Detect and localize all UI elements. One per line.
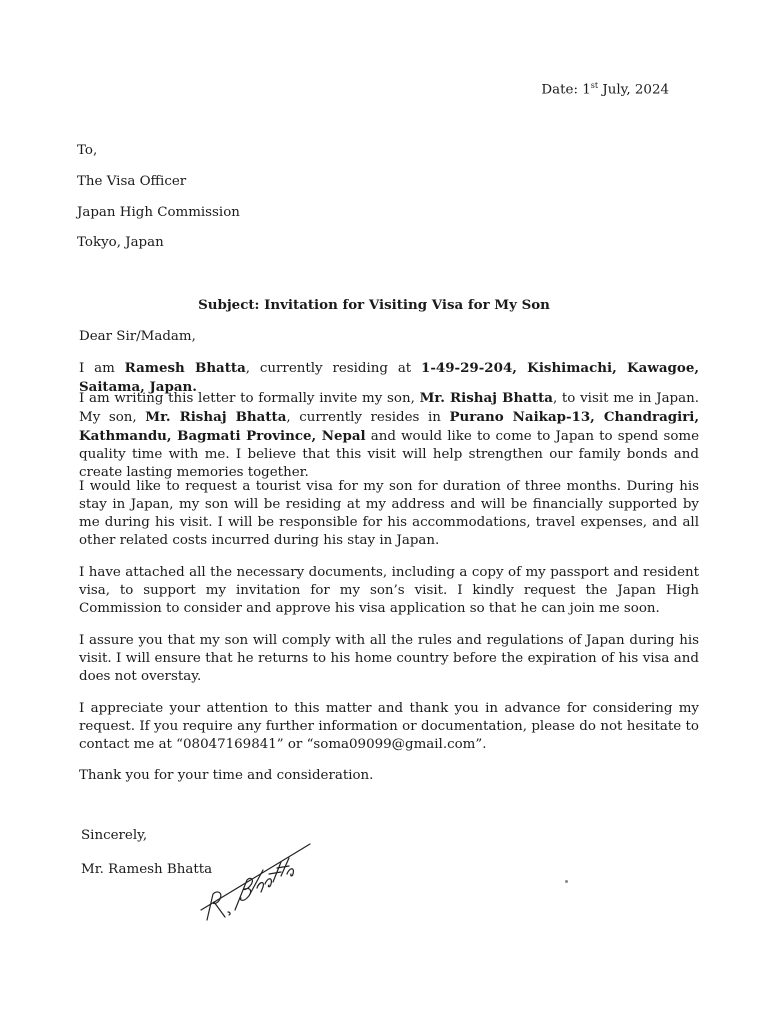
paragraph-assurance: I assure you that my son will comply with all the rules and regulations of Japan during his visit. I will ensure that he returns to his home country before the expiration of his visa and does not overstay.	[79, 633, 699, 684]
signature-icon	[195, 832, 320, 927]
letter-subject: Subject: Invitation for Visiting Visa for My Son	[198, 297, 550, 313]
address-officer: The Visa Officer	[77, 174, 187, 189]
paragraph-intro: I am Ramesh Bhatta, currently residing at 1-49-29-204, Kishimachi, Kawagoe, Saitama, Japan.	[79, 360, 699, 395]
letter-date: Date: 1st July, 2024	[541, 81, 669, 98]
address-commission: Japan High Commission	[77, 205, 240, 220]
scan-speck	[565, 880, 568, 883]
paragraph-invitation: I am writing this letter to formally invite my son, Mr. Rishaj Bhatta, to visit me in Japan. My son, Mr. Rishaj Bhatta, currently resides in Purano Naikap-13, Chandragiri, Kathmandu, Bagmati Province, Nepal and would like to come to Japan to spend some quality time with me. I believe that this visit will help strengthen our family bonds and create lasting memories together.	[79, 390, 700, 480]
closing: Sincerely,	[81, 828, 148, 843]
address-to: To,	[77, 143, 98, 158]
paragraph-visa-request: I would like to request a tourist visa for my son for duration of three months. During his stay in Japan, my son will be residing at my address and will be financially supported by me during his visit. I will be responsible for his accommodations, travel expenses, and all other related costs incurred during his stay in Japan.	[79, 479, 699, 548]
paragraph-thanks: Thank you for your time and consideration.	[79, 768, 374, 783]
paragraph-documents: I have attached all the necessary documents, including a copy of my passport and resident visa, to support my invitation for my son’s visit. I kindly request the Japan High Commission to consider and approve his visa application so that he can join me soon.	[79, 565, 699, 616]
signer-name: Mr. Ramesh Bhatta	[81, 862, 213, 877]
salutation: Dear Sir/Madam,	[79, 329, 196, 344]
address-city: Tokyo, Japan	[77, 235, 164, 250]
paragraph-contact: I appreciate your attention to this matter and thank you in advance for considering my request. If you require any further information or documentation, please do not hesitate to contact me at “08047169841” or “soma09099@gmail.com”.	[79, 701, 699, 752]
